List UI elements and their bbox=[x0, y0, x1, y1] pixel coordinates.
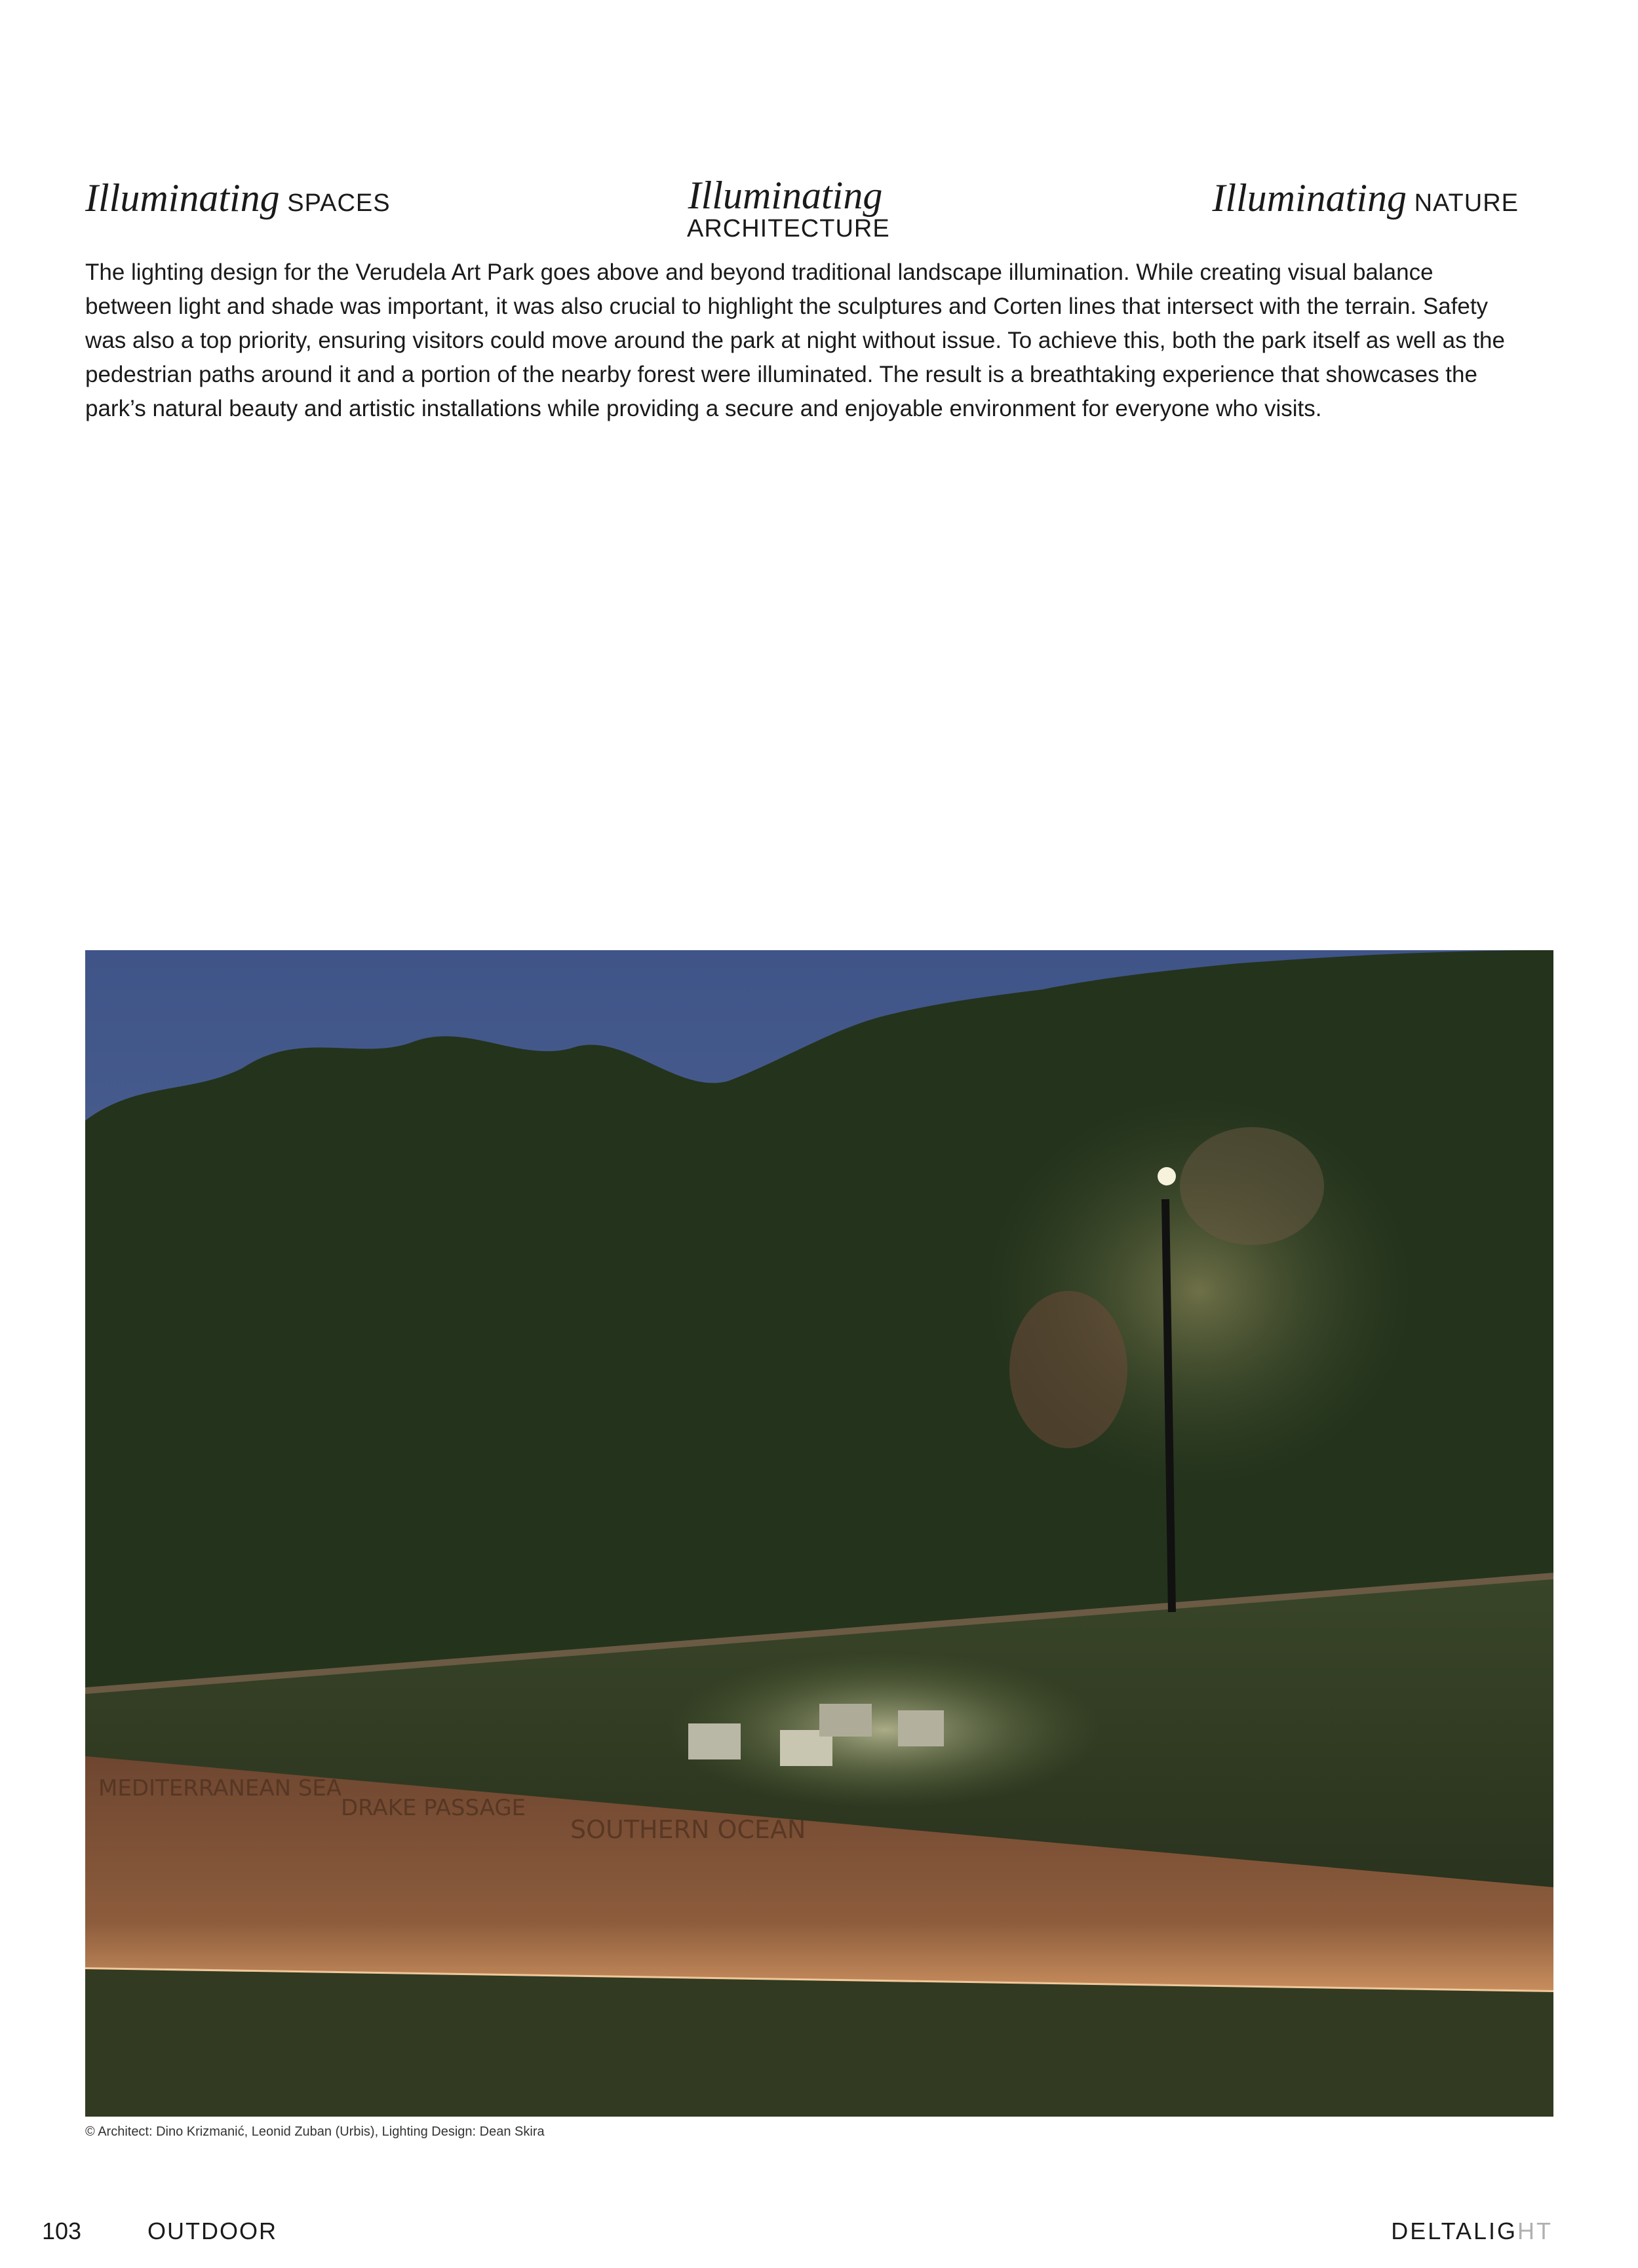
autumn-tree bbox=[1009, 1291, 1127, 1448]
brand-light: HT bbox=[1517, 2218, 1553, 2244]
brand-dark: DELTALIG bbox=[1391, 2218, 1517, 2244]
autumn-tree bbox=[1180, 1127, 1324, 1245]
heading-caps: SPACES bbox=[287, 189, 391, 217]
foreground-grass bbox=[85, 1969, 1553, 2117]
wall-inscription: MEDITERRANEAN SEA bbox=[98, 1775, 342, 1801]
heading-caps: ARCHITECTURE bbox=[687, 215, 890, 242]
heading-illuminating-nature bbox=[1212, 176, 1519, 221]
seat-cube bbox=[898, 1710, 944, 1746]
park-night-photo bbox=[85, 950, 1553, 2117]
photo-credit: © Architect: Dino Krizmanić, Leonid Zuban (Urbis), Lighting Design: Dean Skira bbox=[85, 2124, 545, 2139]
heading-illuminating-architecture bbox=[687, 174, 890, 242]
page-number: 103 bbox=[42, 2218, 82, 2244]
section-name: OUTDOOR bbox=[147, 2218, 277, 2244]
heading-illuminating-spaces bbox=[85, 176, 391, 221]
heading-script: Illuminating bbox=[1212, 176, 1407, 220]
wall-inscription: SOUTHERN OCEAN bbox=[570, 1815, 806, 1844]
brand-logo bbox=[1391, 2218, 1553, 2245]
heading-script: Illuminating bbox=[688, 174, 883, 217]
heading-script: Illuminating bbox=[85, 176, 280, 220]
pole-lamp bbox=[1158, 1167, 1176, 1185]
intro-paragraph: The lighting design for the Verudela Art Park goes above and beyond traditional landscape illumination. While creating visual balance between light and shade was important, it was also crucial to highlight the sculptures and Corten lines that intersect with the terrain. Safety was also a top priority, ensuring visitors could move around the park at night without issue. To achieve this, both the park itself as well as the pedestrian paths around it and a portion of the nearby forest were illuminated. The result is a breathtaking experience that showcases the park’s natural beauty and artistic installations while providing a secure and enjoyable environment for everyone who visits. bbox=[85, 259, 1505, 421]
heading-caps: NATURE bbox=[1414, 189, 1519, 217]
seat-cube bbox=[819, 1704, 872, 1737]
seat-cube bbox=[688, 1723, 741, 1759]
wall-inscription: DRAKE PASSAGE bbox=[341, 1795, 526, 1821]
